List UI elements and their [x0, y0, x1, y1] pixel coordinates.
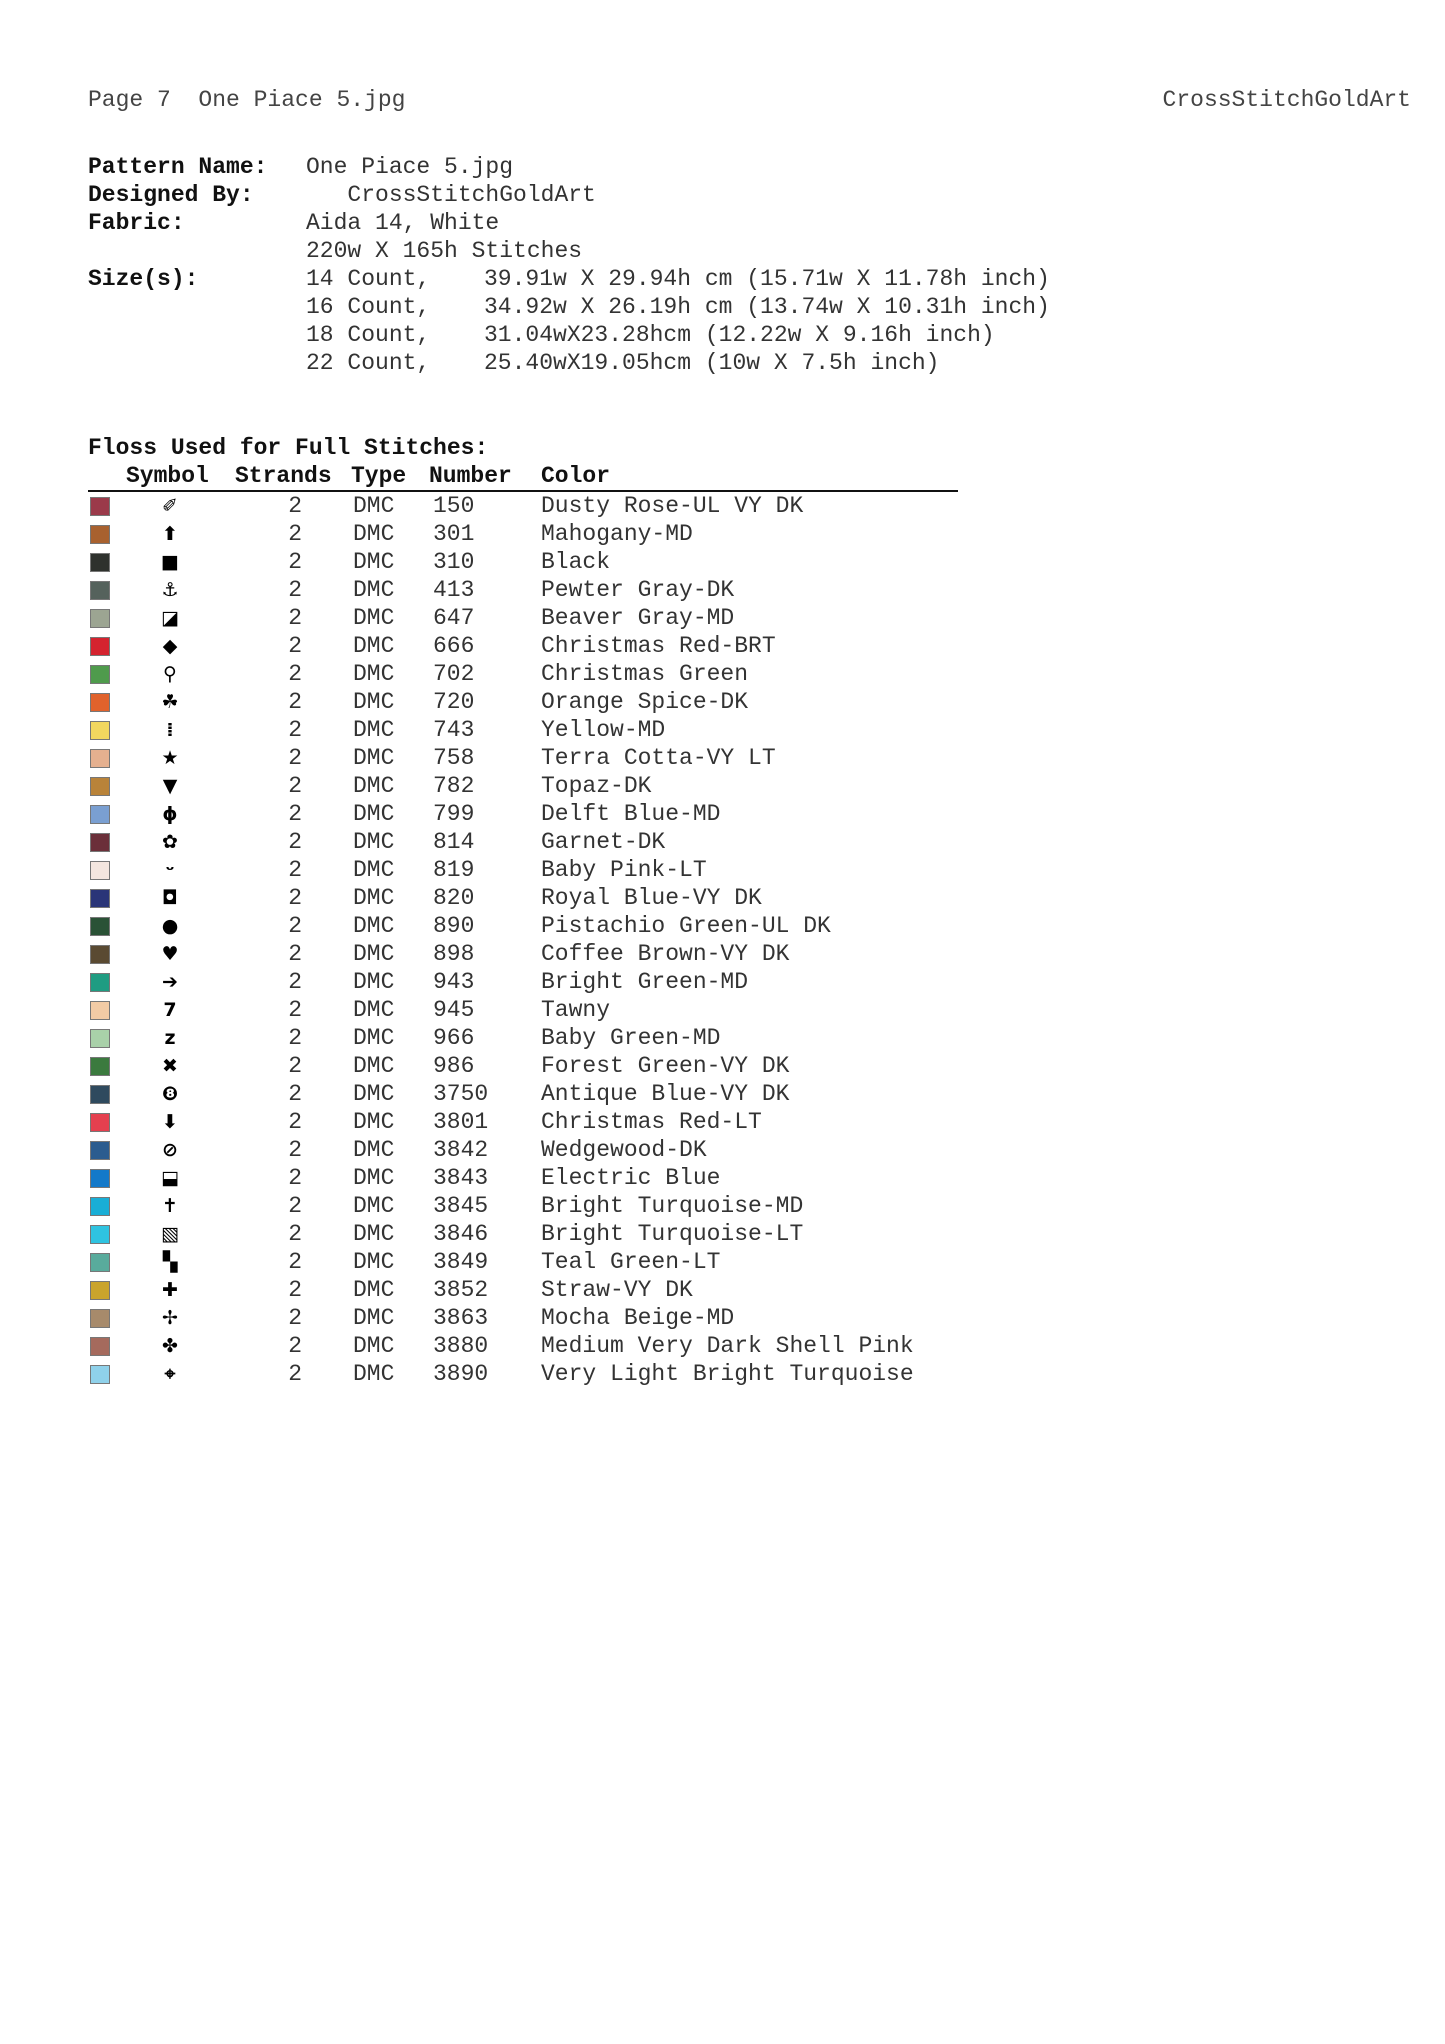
stitch-symbol-icon: ⚲: [163, 663, 177, 685]
designer-value: CrossStitchGoldArt: [306, 182, 596, 208]
type-cell: DMC: [353, 717, 395, 743]
number-cell: 3880: [433, 1333, 489, 1359]
color-swatch: [90, 945, 110, 964]
strands-cell: 2: [288, 1193, 302, 1219]
number-cell: 720: [433, 689, 475, 715]
color-name-cell: Christmas Green: [541, 661, 749, 687]
number-cell: 3843: [433, 1165, 489, 1191]
strands-cell: 2: [288, 1025, 302, 1051]
table-row: [0, 548, 1445, 576]
strands-cell: 2: [288, 1221, 302, 1247]
stitch-symbol-icon: ◘: [162, 887, 178, 909]
color-name-cell: Beaver Gray-MD: [541, 605, 735, 631]
number-cell: 819: [433, 857, 475, 883]
stitch-symbol-icon: ❽: [161, 1083, 179, 1105]
color-name-cell: Bright Turquoise-LT: [541, 1221, 804, 1247]
color-name-cell: Bright Turquoise-MD: [541, 1193, 804, 1219]
column-header-symbol: Symbol: [126, 463, 209, 489]
color-swatch: [90, 1337, 110, 1356]
stitch-symbol-icon: ✿: [162, 831, 178, 853]
stitch-symbol-icon: ▼: [162, 775, 178, 797]
color-swatch: [90, 749, 110, 768]
type-cell: DMC: [353, 801, 395, 827]
size-label: Size(s):: [88, 266, 199, 292]
stitch-symbol-icon: ⊘: [162, 1139, 178, 1161]
number-cell: 3890: [433, 1361, 489, 1387]
strands-cell: 2: [288, 633, 302, 659]
strands-cell: 2: [288, 969, 302, 995]
stitches-value: 220w X 165h Stitches: [306, 238, 583, 264]
type-cell: DMC: [353, 1333, 395, 1359]
color-swatch: [90, 637, 110, 656]
type-cell: DMC: [353, 1165, 395, 1191]
stitch-symbol-icon: ✤: [162, 1335, 178, 1357]
color-swatch: [90, 1141, 110, 1160]
color-swatch: [90, 693, 110, 712]
number-cell: 986: [433, 1053, 475, 1079]
color-name-cell: Black: [541, 549, 611, 575]
pattern-name-row: [88, 153, 1050, 181]
table-row: [0, 744, 1445, 772]
color-name-cell: Terra Cotta-VY LT: [541, 745, 776, 771]
table-row: [0, 492, 1445, 520]
table-row: [0, 688, 1445, 716]
size-dims: 31.04wX23.28hcm (12.22w X 9.16h inch): [484, 322, 995, 348]
number-cell: 3863: [433, 1305, 489, 1331]
color-name-cell: Mocha Beige-MD: [541, 1305, 735, 1331]
type-cell: DMC: [353, 1137, 395, 1163]
size-row-3: [88, 321, 1050, 349]
table-row: [0, 1276, 1445, 1304]
table-row: [0, 1360, 1445, 1388]
stitch-symbol-icon: ᵕ: [165, 859, 175, 881]
page-header-left: Page 7 One Piace 5.jpg: [88, 87, 406, 113]
strands-cell: 2: [288, 829, 302, 855]
color-swatch: [90, 1253, 110, 1272]
type-cell: DMC: [353, 829, 395, 855]
strands-cell: 2: [288, 885, 302, 911]
stitches-row: [88, 237, 1050, 265]
table-row: [0, 1080, 1445, 1108]
stitch-symbol-icon: ◪: [161, 607, 179, 629]
strands-cell: 2: [288, 913, 302, 939]
number-cell: 666: [433, 633, 475, 659]
color-name-cell: Straw-VY DK: [541, 1277, 693, 1303]
type-cell: DMC: [353, 1249, 395, 1275]
color-name-cell: Medium Very Dark Shell Pink: [541, 1333, 914, 1359]
table-row: [0, 1052, 1445, 1080]
fabric-label: Fabric:: [88, 210, 185, 236]
color-swatch: [90, 525, 110, 544]
color-swatch: [90, 861, 110, 880]
type-cell: DMC: [353, 857, 395, 883]
pattern-info: [88, 153, 1050, 377]
color-name-cell: Coffee Brown-VY DK: [541, 941, 790, 967]
table-row: [0, 1332, 1445, 1360]
table-row: [0, 800, 1445, 828]
type-cell: DMC: [353, 1305, 395, 1331]
type-cell: DMC: [353, 689, 395, 715]
column-header-type: Type: [351, 463, 407, 489]
number-cell: 310: [433, 549, 475, 575]
color-swatch: [90, 805, 110, 824]
color-swatch: [90, 1029, 110, 1048]
type-cell: DMC: [353, 549, 395, 575]
table-row: [0, 828, 1445, 856]
size-row-1: [88, 265, 1050, 293]
designer-row: [88, 181, 1050, 209]
color-swatch: [90, 1113, 110, 1132]
number-cell: 3842: [433, 1137, 489, 1163]
strands-cell: 2: [288, 1137, 302, 1163]
strands-cell: 2: [288, 941, 302, 967]
number-cell: 150: [433, 493, 475, 519]
number-cell: 898: [433, 941, 475, 967]
stitch-symbol-icon: ◆: [162, 635, 178, 657]
color-swatch: [90, 833, 110, 852]
strands-cell: 2: [288, 689, 302, 715]
type-cell: DMC: [353, 773, 395, 799]
size-row-2: [88, 293, 1050, 321]
number-cell: 743: [433, 717, 475, 743]
type-cell: DMC: [353, 521, 395, 547]
type-cell: DMC: [353, 1193, 395, 1219]
strands-cell: 2: [288, 661, 302, 687]
number-cell: 799: [433, 801, 475, 827]
strands-cell: 2: [288, 1053, 302, 1079]
size-row-4: [88, 349, 1050, 377]
table-row: [0, 1164, 1445, 1192]
color-name-cell: Electric Blue: [541, 1165, 721, 1191]
color-swatch: [90, 1365, 110, 1384]
floss-section-title: Floss Used for Full Stitches:: [88, 435, 489, 461]
number-cell: 413: [433, 577, 475, 603]
type-cell: DMC: [353, 885, 395, 911]
stitch-symbol-icon: ⬆: [162, 523, 178, 545]
strands-cell: 2: [288, 1081, 302, 1107]
table-row: [0, 968, 1445, 996]
color-name-cell: Baby Green-MD: [541, 1025, 721, 1051]
type-cell: DMC: [353, 1109, 395, 1135]
number-cell: 3845: [433, 1193, 489, 1219]
table-row: [0, 1024, 1445, 1052]
color-name-cell: Forest Green-VY DK: [541, 1053, 790, 1079]
table-row: [0, 1192, 1445, 1220]
color-swatch: [90, 721, 110, 740]
size-count: 16 Count,: [306, 294, 431, 320]
stitch-symbol-icon: ☘: [161, 691, 179, 713]
stitch-symbol-icon: ⬓: [161, 1167, 179, 1189]
strands-cell: 2: [288, 773, 302, 799]
fabric-value: Aida 14, White: [306, 210, 500, 236]
color-name-cell: Pistachio Green-UL DK: [541, 913, 831, 939]
type-cell: DMC: [353, 605, 395, 631]
color-swatch: [90, 1281, 110, 1300]
number-cell: 943: [433, 969, 475, 995]
stitch-symbol-icon: z: [164, 1027, 176, 1049]
type-cell: DMC: [353, 1081, 395, 1107]
stitch-symbol-icon: ●: [161, 915, 179, 937]
type-cell: DMC: [353, 1221, 395, 1247]
stitch-symbol-icon: ✐: [162, 495, 178, 517]
color-swatch: [90, 1057, 110, 1076]
size-count: 18 Count,: [306, 322, 431, 348]
table-row: [0, 576, 1445, 604]
color-swatch: [90, 665, 110, 684]
type-cell: DMC: [353, 577, 395, 603]
stitch-symbol-icon: ✖: [162, 1055, 178, 1077]
stitch-symbol-icon: ⬇: [162, 1111, 178, 1133]
table-row: [0, 604, 1445, 632]
color-name-cell: Antique Blue-VY DK: [541, 1081, 790, 1107]
color-name-cell: Yellow-MD: [541, 717, 666, 743]
color-name-cell: Garnet-DK: [541, 829, 666, 855]
type-cell: DMC: [353, 913, 395, 939]
table-row: [0, 716, 1445, 744]
table-row: [0, 1108, 1445, 1136]
column-header-strands: Strands: [235, 463, 332, 489]
table-row: [0, 772, 1445, 800]
color-name-cell: Dusty Rose-UL VY DK: [541, 493, 804, 519]
color-swatch: [90, 889, 110, 908]
strands-cell: 2: [288, 997, 302, 1023]
color-name-cell: Very Light Bright Turquoise: [541, 1361, 914, 1387]
number-cell: 3852: [433, 1277, 489, 1303]
number-cell: 702: [433, 661, 475, 687]
number-cell: 782: [433, 773, 475, 799]
strands-cell: 2: [288, 605, 302, 631]
strands-cell: 2: [288, 857, 302, 883]
color-swatch: [90, 497, 110, 516]
stitch-symbol-icon: ✢: [162, 1307, 178, 1329]
color-name-cell: Pewter Gray-DK: [541, 577, 735, 603]
stitch-symbol-icon: ✚: [162, 1279, 178, 1301]
color-name-cell: Wedgewood-DK: [541, 1137, 707, 1163]
table-row: [0, 1220, 1445, 1248]
type-cell: DMC: [353, 1277, 395, 1303]
number-cell: 820: [433, 885, 475, 911]
column-header-color: Color: [541, 463, 611, 489]
color-swatch: [90, 1309, 110, 1328]
strands-cell: 2: [288, 493, 302, 519]
type-cell: DMC: [353, 941, 395, 967]
color-swatch: [90, 1001, 110, 1020]
table-row: [0, 1136, 1445, 1164]
strands-cell: 2: [288, 1249, 302, 1275]
type-cell: DMC: [353, 997, 395, 1023]
type-cell: DMC: [353, 1361, 395, 1387]
color-name-cell: Baby Pink-LT: [541, 857, 707, 883]
size-dims: 34.92w X 26.19h cm (13.74w X 10.31h inch): [484, 294, 1050, 320]
strands-cell: 2: [288, 717, 302, 743]
size-count: 14 Count,: [306, 266, 431, 292]
strands-cell: 2: [288, 1277, 302, 1303]
stitch-symbol-icon: 7: [163, 999, 177, 1021]
type-cell: DMC: [353, 1025, 395, 1051]
number-cell: 3750: [433, 1081, 489, 1107]
strands-cell: 2: [288, 549, 302, 575]
color-swatch: [90, 917, 110, 936]
designer-label: Designed By:: [88, 182, 254, 208]
stitch-symbol-icon: ⁞: [166, 719, 174, 741]
type-cell: DMC: [353, 969, 395, 995]
stitch-symbol-icon: ▧: [161, 1223, 179, 1245]
table-row: [0, 884, 1445, 912]
size-count: 22 Count,: [306, 350, 431, 376]
color-swatch: [90, 581, 110, 600]
number-cell: 758: [433, 745, 475, 771]
page-header-right: CrossStitchGoldArt: [1162, 87, 1411, 113]
table-row: [0, 520, 1445, 548]
strands-cell: 2: [288, 1305, 302, 1331]
strands-cell: 2: [288, 1109, 302, 1135]
size-dims: 39.91w X 29.94h cm (15.71w X 11.78h inch): [484, 266, 1050, 292]
color-swatch: [90, 777, 110, 796]
strands-cell: 2: [288, 1165, 302, 1191]
stitch-symbol-icon: ɸ: [162, 803, 178, 825]
strands-cell: 2: [288, 521, 302, 547]
color-swatch: [90, 1169, 110, 1188]
color-swatch: [90, 1225, 110, 1244]
number-cell: 890: [433, 913, 475, 939]
strands-cell: 2: [288, 801, 302, 827]
number-cell: 301: [433, 521, 475, 547]
table-row: [0, 632, 1445, 660]
stitch-symbol-icon: ⌖: [164, 1363, 176, 1385]
color-name-cell: Mahogany-MD: [541, 521, 693, 547]
type-cell: DMC: [353, 633, 395, 659]
type-cell: DMC: [353, 1053, 395, 1079]
pattern-name-value: One Piace 5.jpg: [306, 154, 514, 180]
color-name-cell: Orange Spice-DK: [541, 689, 749, 715]
color-name-cell: Bright Green-MD: [541, 969, 749, 995]
number-cell: 814: [433, 829, 475, 855]
color-swatch: [90, 553, 110, 572]
stitch-symbol-icon: ♥: [161, 943, 179, 965]
color-swatch: [90, 609, 110, 628]
table-row: [0, 1248, 1445, 1276]
number-cell: 966: [433, 1025, 475, 1051]
strands-cell: 2: [288, 1361, 302, 1387]
color-name-cell: Topaz-DK: [541, 773, 652, 799]
strands-cell: 2: [288, 577, 302, 603]
table-row: [0, 660, 1445, 688]
number-cell: 647: [433, 605, 475, 631]
stitch-symbol-icon: ■: [161, 551, 179, 573]
pattern-name-label: Pattern Name:: [88, 154, 268, 180]
color-name-cell: Christmas Red-BRT: [541, 633, 776, 659]
stitch-symbol-icon: ✝: [162, 1195, 178, 1217]
stitch-symbol-icon: ⚓: [161, 579, 179, 601]
color-name-cell: Delft Blue-MD: [541, 801, 721, 827]
type-cell: DMC: [353, 745, 395, 771]
color-swatch: [90, 1085, 110, 1104]
number-cell: 3846: [433, 1221, 489, 1247]
stitch-symbol-icon: ▚: [162, 1251, 178, 1273]
color-name-cell: Christmas Red-LT: [541, 1109, 762, 1135]
number-cell: 3849: [433, 1249, 489, 1275]
table-row: [0, 912, 1445, 940]
color-swatch: [90, 973, 110, 992]
table-row: [0, 996, 1445, 1024]
color-name-cell: Royal Blue-VY DK: [541, 885, 762, 911]
color-swatch: [90, 1197, 110, 1216]
fabric-row: [88, 209, 1050, 237]
strands-cell: 2: [288, 1333, 302, 1359]
strands-cell: 2: [288, 745, 302, 771]
table-row: [0, 940, 1445, 968]
table-row: [0, 1304, 1445, 1332]
table-row: [0, 856, 1445, 884]
type-cell: DMC: [353, 661, 395, 687]
column-header-number: Number: [429, 463, 512, 489]
number-cell: 3801: [433, 1109, 489, 1135]
size-dims: 25.40wX19.05hcm (10w X 7.5h inch): [484, 350, 940, 376]
stitch-symbol-icon: ★: [161, 747, 179, 769]
number-cell: 945: [433, 997, 475, 1023]
stitch-symbol-icon: ➔: [162, 971, 178, 993]
color-name-cell: Tawny: [541, 997, 611, 1023]
floss-table: [0, 492, 1445, 1388]
type-cell: DMC: [353, 493, 395, 519]
color-name-cell: Teal Green-LT: [541, 1249, 721, 1275]
